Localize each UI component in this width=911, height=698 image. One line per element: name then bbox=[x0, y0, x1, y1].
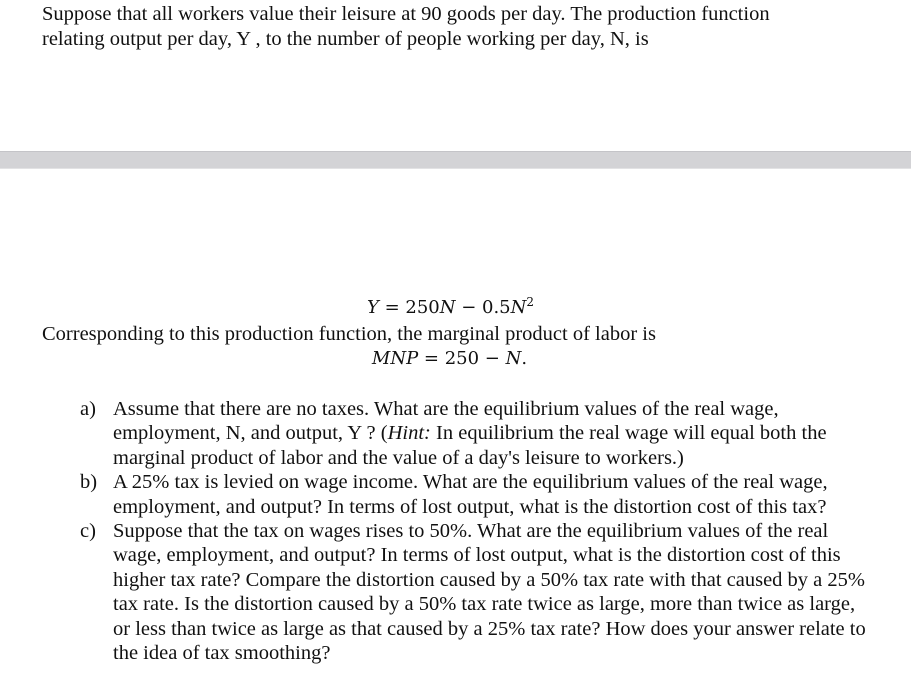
question-a-label: a) bbox=[80, 398, 96, 420]
eq-equals-250: = 250 bbox=[378, 297, 440, 318]
question-a bbox=[80, 397, 870, 470]
question-b-text: A 25% tax is levied on wage income. What are the equilibrium values of the real wage, employment, and output? In terms of lost output, what is the distortion cost of this tax? bbox=[113, 471, 828, 518]
mpn-labor-var: N bbox=[505, 348, 522, 369]
mpn-description: Corresponding to this production function, the marginal product of labor is bbox=[42, 323, 656, 345]
intro-line-2: relating output per day, Y , to the number of people working per day, N, is bbox=[42, 28, 649, 50]
question-b-label: b) bbox=[80, 471, 98, 494]
page-separator bbox=[0, 151, 911, 169]
mpn-equals: = 250 − bbox=[418, 348, 506, 369]
question-c bbox=[80, 519, 870, 665]
production-function-equation bbox=[0, 296, 911, 320]
intro-line-1: Suppose that all workers value their leisure at 90 goods per day. The production function bbox=[42, 3, 770, 25]
eq-output-var: Y bbox=[366, 297, 379, 318]
question-list bbox=[80, 397, 870, 665]
eq-labor-var-2: N bbox=[510, 297, 527, 318]
eq-exponent: 2 bbox=[526, 295, 535, 309]
question-c-label: c) bbox=[80, 520, 96, 543]
intro-paragraph bbox=[42, 2, 902, 52]
question-a-text-1: Assume that there are no taxes. What are the equilibrium values of the real wage, employment, N, and output, Y ? ( bbox=[113, 398, 779, 445]
question-a-hint: Hint: bbox=[387, 422, 431, 445]
eq-minus-coef: − 0.5 bbox=[455, 297, 511, 318]
eq-labor-var-1: N bbox=[439, 297, 456, 318]
question-a-text-2: In equilibrium the real wage will equal both the marginal product of labor and the value of a day's leisure to workers.) bbox=[113, 422, 827, 469]
mpn-lhs: MNP bbox=[371, 348, 419, 369]
mpn-equation bbox=[0, 347, 911, 371]
question-b bbox=[80, 470, 870, 519]
question-c-text: Suppose that the tax on wages rises to 50%. What are the equilibrium values of the real wage, employment, and output? In terms of lost output, what is the distortion cost of this higher tax rate? Compare the distortion caused by a 50% tax rate with that caused by a 25% tax rate. Is the distortion caused by a 50% tax rate twice as large, more than twice as large, or less than twice as large as that caused by a 25% tax rate? How does your answer relate to the idea of tax smoothing? bbox=[113, 520, 866, 665]
mpn-period: . bbox=[521, 348, 528, 369]
